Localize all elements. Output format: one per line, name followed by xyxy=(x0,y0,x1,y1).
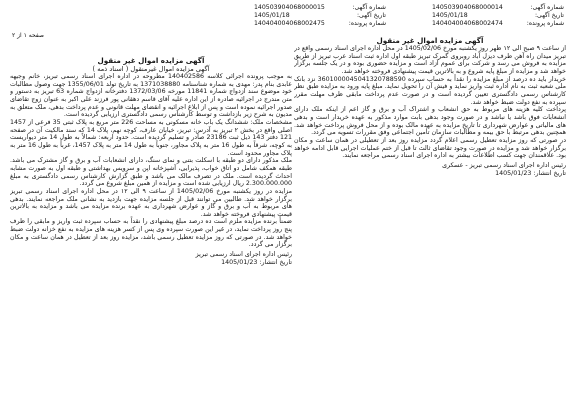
signature: رئیس اداره اجرای اسناد رسمی تبریز - عسکری xyxy=(442,161,566,169)
notice-paragraph: مشخصات ملک: ششدانگ یک باب خانه مسکونی به مساحت 226 متر مربع به پلاک ثبتی 35 فرعی از 1457 اصلی واقع در بخش ۲ تبریز به آدرس: تبریز، خیابان عارف، کوچه نهم، پلاک 14 که سند مالکیت آن در صفحه 121 دفتر 143 ذیل ثبت 23186 صادر و تسلیم گردیده است. حدود اربعه: شمالاً به طول 14 متر دیواریست به کوچه، شرقاً به طول 16 متر به پلاک مجاور، جنوباً به طول 14 متر به پلاک 1457، غرباً به طول 16 متر به پلاک مجاور محدود است. xyxy=(10,118,292,157)
notice-title: آگهی مزایده اموال غیر منقول xyxy=(97,56,205,65)
notice-number: 140503904068000014 xyxy=(432,4,503,11)
label: شماره پرونده: xyxy=(348,20,386,27)
publish-date: تاریخ انتشار: 1405/01/23 xyxy=(495,169,566,177)
left-notice-header xyxy=(254,4,386,28)
label: شماره آگهی: xyxy=(530,4,564,11)
page-number: صفحه ۱ از ۲ xyxy=(12,32,44,39)
notice-paragraph: در صورتی که روز مزایده تعطیل رسمی اعلام گردد مزایده روز بعد از تعطیلی در همان ساعت و مکان برگزار خواهد شد و مزایده در صورت وجود تقاضای ثالث تا قبل از ختم عملیات اجرایی قابل ادامه خواهد بود. علاقمندان جهت کسب اطلاعات بیشتر به اداره اجرای اسناد رسمی مراجعه نمایند. xyxy=(294,136,566,160)
notice-paragraph: ملک مذکور دارای دو طبقه با اسکلت بتنی و نمای سنگ، دارای انشعابات آب و برق و گاز مشترک می باشد. طبقه همکف شامل دو اتاق خواب، پذیرایی، آشپزخانه اپن و سرویس بهداشتی و طبقه اول به صورت مشابه احداث گردیده است. ملک در تصرف مالک می باشد و طبق گزارش کارشناس رسمی دادگستری به مبلغ 2.300.000.000 ریال ارزیابی شده است و مزایده از همین مبلغ شروع می گردد. xyxy=(10,157,292,188)
notice-paragraph: مزایده در روز یکشنبه مورخ 1405/02/06 از ساعت ۹ الی ۱۲ در محل اداره اجرای اسناد رسمی تبریز برگزار خواهد شد. طالبین می توانند قبل از جلسه مزایده جهت بازدید به نشانی ملک مراجعه نمایند. بدهی های مربوط به آب و برق و گاز و عوارض شهرداری به عهده برنده مزایده می باشد و مزایده به بالاترین قیمت پیشنهادی فروخته خواهد شد. xyxy=(10,187,292,218)
label: شماره آگهی: xyxy=(352,4,386,11)
notice-number: 140503904068000015 xyxy=(254,4,325,11)
file-number: 140404004068002474 xyxy=(432,20,503,27)
notice-subtitle: آگهی مزایده اموال غیرمنقول ( اسناد ذمه ) xyxy=(92,65,210,73)
notice-paragraph: از ساعت ۹ صبح الی ۱۲ ظهر روز یکشنبه مورخ 1405/02/06 در محل اداره اجرای اسناد رسمی واقع در تبریز میدان راه آهن طرف دیزل آباد روبروی گمرک تبریز طبقه اول اداره ثبت اسناد عرب تبریز از طریق مزایده به فروش می رسد و شرکت برای عموم آزاد است و مزایده حضوری بوده و در یک جلسه برگزار خواهد شد و مزایده از مبلغ پایه شروع و به بالاترین قیمت پیشنهادی فروخته خواهد شد. xyxy=(294,45,566,75)
notice-paragraph: پرداخت کلیه هزینه های مربوط به حق انشعاب و اشتراک آب و برق و گاز اعم از اینکه ملک دارای انشعابات فوق باشد یا نباشد و در صورت وجود بدهی بابت موارد مذکور به عهده خریدار است و بدهی های مالیاتی و عوارض شهرداری تا تاریخ مزایده به عهده مالک بوده و از محل فروش پرداخت خواهد شد. همچنین بدهی مرتبط با حق بیمه و مطالبات سازمان تأمین اجتماعی وفق مقررات تسویه می گردد. xyxy=(294,106,566,137)
label: تاریخ آگهی: xyxy=(534,12,564,19)
label: شماره پرونده: xyxy=(526,20,564,27)
signature: رئیس اداره اجرای اسناد رسمی تبریز xyxy=(195,251,292,259)
notice-date: 1405/01/18 xyxy=(254,12,290,19)
notice-title: آگهی مزایده اموال غیر منقول xyxy=(376,36,484,45)
notice-date: 1405/01/18 xyxy=(432,12,468,19)
document-page xyxy=(4,2,570,407)
notice-paragraph: ضمناً برنده مزایده ملزم است ده درصد مبلغ پیشنهادی را نقداً به حساب سپرده ثبت واریز و مابقی را ظرف پنج روز پرداخت نماید، در غیر این صورت سپرده وی پس از کسر هزینه های مزایده به نفع خزانه دولت ضبط خواهد شد. در صورتی که روز مزایده تعطیل رسمی باشد، مزایده روز بعد از تعطیل در همان ساعت و مکان برگزار می گردد. xyxy=(10,218,292,249)
notice-paragraph: خریدار باید ده درصد از مبلغ مزایده را نقداً به حساب سپرده 3601000045041320788590 نزد بانک ملی شعبه ثبت به نام اداره ثبت واریز نماید و فیش آن را تحویل نماید. مبلغ پایه ورود به مزایده طبق نظر کارشناس رسمی دادگستری تعیین گردیده است و در صورت عدم پرداخت مابقی ظرف مهلت مقرر سپرده به نفع دولت ضبط خواهد شد. xyxy=(294,75,566,106)
right-notice-header xyxy=(432,4,564,28)
right-notice xyxy=(294,36,566,276)
left-notice xyxy=(10,56,292,406)
publish-date: تاریخ انتشار: 1405/01/23 xyxy=(221,258,292,266)
file-number: 140404004068002475 xyxy=(254,20,325,27)
label: تاریخ آگهی: xyxy=(356,12,386,19)
notice-paragraph: به موجب پرونده اجرائی کلاسه 140402586 مطروحه در اداره اجرای اسناد رسمی تبریز، خانم وجیهه عابدی بنام پدر: مهدی به شماره شناسنامه 1371038880 به تاریخ تولد 1355/06/01 جهت وصول مطالبات خود موضوع سند ازدواج شماره 11841 مورخه 1372/03/06 دفترخانه ازدواج شماره 63 تبریز به دستور و متن مندرج در اجرائیه صادره از این اداره علیه آقای قاسم دهقانی پور فرزند علی اکبر به عنوان زوج تقاضای صدور اجرائیه نموده است و پس از ابلاغ اجرائیه و انقضای مهلت قانونی و عدم پرداخت بدهی، ملک متعلق به مدیون به شرح زیر بازداشت و توسط کارشناس رسمی دادگستری ارزیابی گردیده است. xyxy=(10,73,292,119)
